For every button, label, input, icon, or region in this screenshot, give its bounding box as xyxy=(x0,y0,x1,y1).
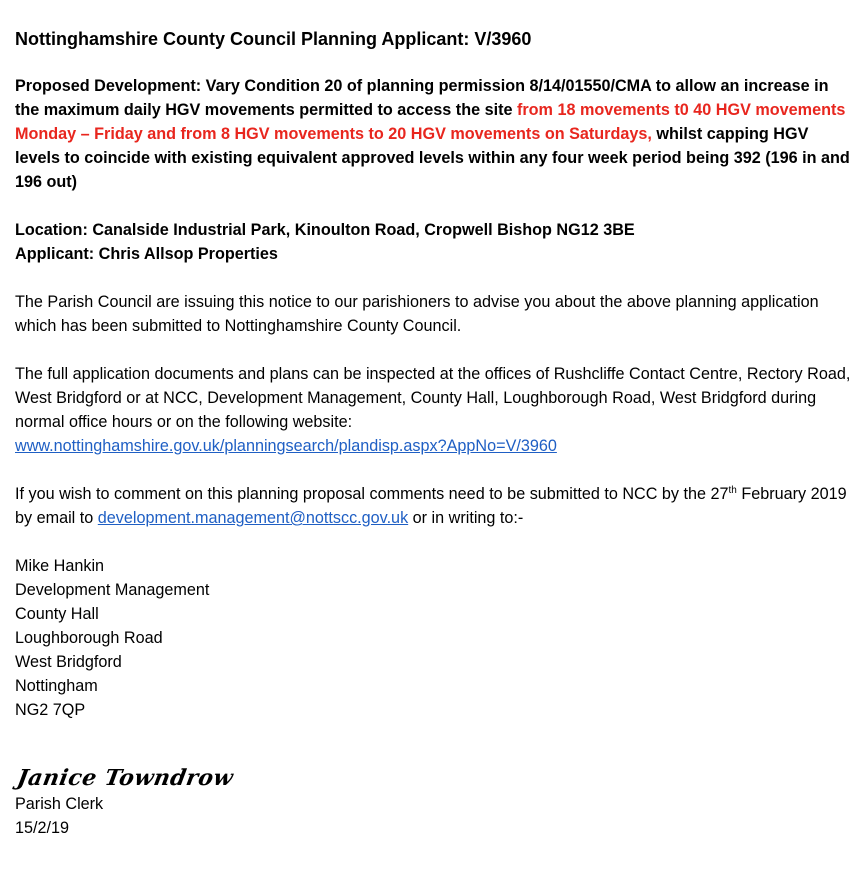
notice-paragraph: The Parish Council are issuing this notice to our parishioners to advise you about the above planning application which has been submitted to Nottinghamshire County Council. xyxy=(15,293,819,335)
postal-address xyxy=(15,554,855,722)
address-line: Development Management xyxy=(15,581,210,599)
location-line: Location: Canalside Industrial Park, Kinoulton Road, Cropwell Bishop NG12 3BE xyxy=(15,221,635,239)
letter-document xyxy=(15,26,855,840)
page-title: Nottinghamshire County Council Planning Applicant: V/3960 xyxy=(15,29,532,49)
proposal-text-3: whilst capping HGV levels to coincide with existing equivalent approved levels within any four week period being 392 (196 in and 196 out) xyxy=(15,125,850,191)
address-line: NG2 7QP xyxy=(15,701,86,719)
address-line: County Hall xyxy=(15,605,99,623)
inspection-paragraph xyxy=(15,362,855,458)
comment-text-end: or in writing to:- xyxy=(408,509,524,527)
planning-website-link[interactable]: www.nottinghamshire.gov.uk/planningsearch/plandisp.aspx?AppNo=V/3960 xyxy=(15,437,557,455)
proposed-development-paragraph xyxy=(15,74,855,194)
letter-date: 15/2/19 xyxy=(15,819,70,837)
comment-text-after: February 2019 by email to xyxy=(15,485,847,527)
date-suffix: th xyxy=(728,485,737,496)
comment-paragraph xyxy=(15,482,855,530)
address-line: Nottingham xyxy=(15,677,98,695)
inspection-text: The full application documents and plans can be inspected at the offices of Rushcliffe Contact Centre, Rectory Road, West Bridgford or at NCC, Development Management, County Hall, Loughborough Road, West Bridgford during normal office hours or on the following website: xyxy=(15,365,851,431)
handwritten-signature: Janice Towndrow xyxy=(15,765,236,791)
address-line: Mike Hankin xyxy=(15,557,105,575)
signatory-role: Parish Clerk xyxy=(15,795,104,813)
proposal-highlight: from 18 movements t0 40 HGV movements Monday – Friday and from 8 HGV movements to 20 HGV movements on Saturdays, xyxy=(15,101,846,143)
email-link[interactable]: development.management@nottscc.gov.uk xyxy=(97,509,409,527)
proposal-text-1: Proposed Development: Vary Condition 20 of planning permission 8/14/01550/CMA to allow an increase in the maximum daily HGV movements permitted to access the site xyxy=(15,77,829,119)
applicant-line: Applicant: Chris Allsop Properties xyxy=(15,245,278,263)
address-line: West Bridgford xyxy=(15,653,122,671)
address-line: Loughborough Road xyxy=(15,629,163,647)
comment-text-before: If you wish to comment on this planning proposal comments need to be submitted to NCC by the 27 xyxy=(15,485,729,503)
